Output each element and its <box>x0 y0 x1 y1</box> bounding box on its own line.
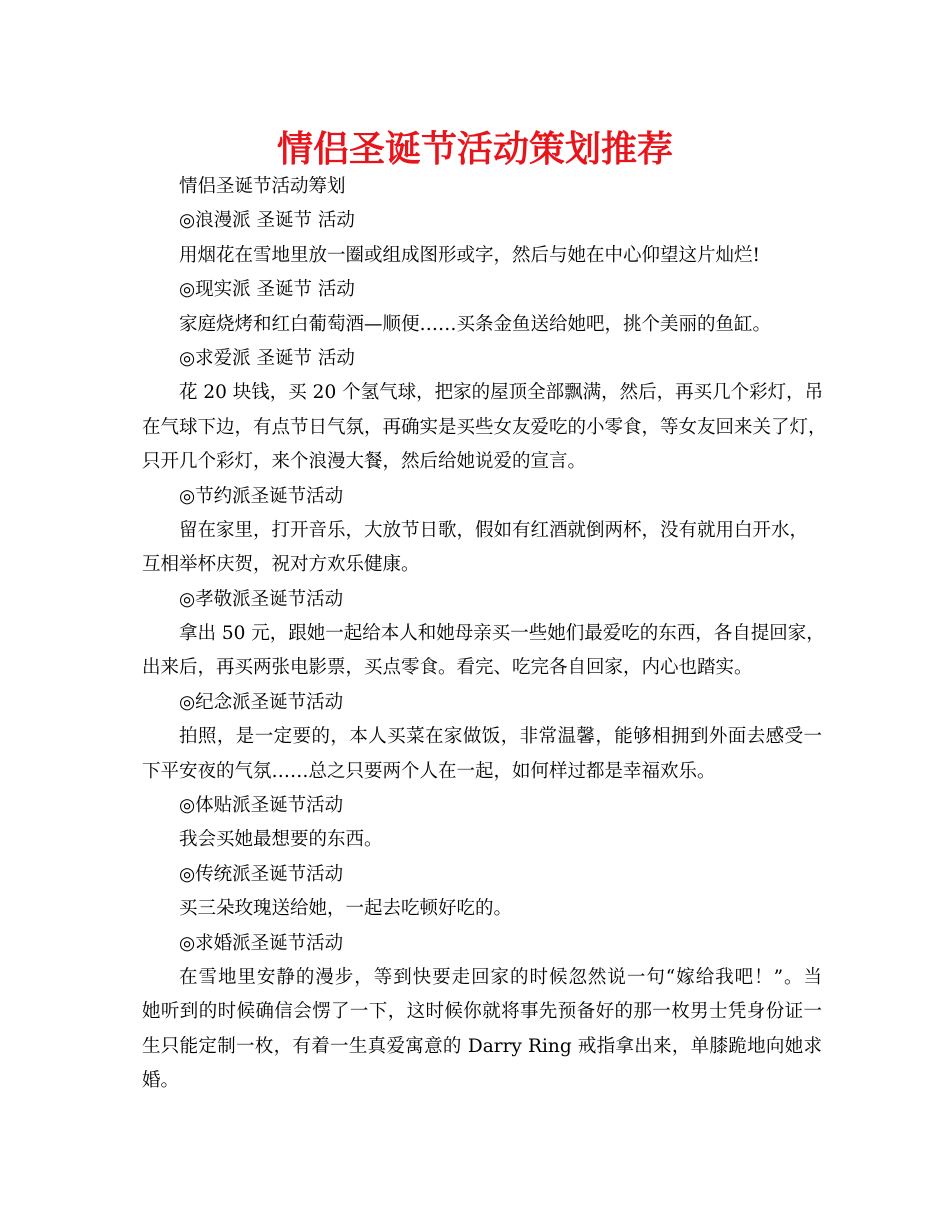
paragraph-line: 互相举杯庆贺，祝对方欢乐健康。 <box>142 554 420 576</box>
paragraph-line: 拍照，是一定要的，本人买菜在家做饭，非常温馨，能够相拥到外面去感受一 <box>179 726 822 748</box>
paragraph-line: 生只能定制一枚，有着一生真爱寓意的 Darry Ring 戒指拿出来，单膝跪地向她求 <box>142 1035 822 1057</box>
paragraph-line: 买三朵玫瑰送给她，一起去吃顿好吃的。 <box>179 898 513 920</box>
subtitle-line: 情侣圣诞节活动筹划 <box>179 176 346 197</box>
section-heading-romantic: ◎浪漫派 圣诞节 活动 <box>179 210 355 232</box>
section-heading-courtship: ◎求爱派 圣诞节 活动 <box>179 347 355 369</box>
document-title: 情侣圣诞节活动策划推荐 <box>276 129 673 170</box>
paragraph-line: 出来后，再买两张电影票，买点零食。看完、吃完各自回家，内心也踏实。 <box>142 657 753 679</box>
section-heading-realistic: ◎现实派 圣诞节 活动 <box>179 279 355 301</box>
section-heading-traditional: ◎传统派圣诞节活动 <box>179 863 344 885</box>
section-heading-filial: ◎孝敬派圣诞节活动 <box>179 588 344 610</box>
section-heading-memorial: ◎纪念派圣诞节活动 <box>179 691 344 713</box>
section-heading-frugal: ◎节约派圣诞节活动 <box>179 485 344 507</box>
paragraph-line: 我会买她最想要的东西。 <box>179 829 383 851</box>
paragraph-line: 下平安夜的气氛……总之只要两个人在一起，如何样过都是幸福欢乐。 <box>142 760 716 782</box>
paragraph-line: 只开几个彩灯，来个浪漫大餐，然后给她说爱的宣言。 <box>142 451 587 473</box>
section-heading-proposal: ◎求婚派圣诞节活动 <box>179 932 344 954</box>
paragraph-line: 家庭烧烤和红白葡萄酒—顺便……买条金鱼送给她吧，挑个美丽的鱼缸。 <box>179 313 772 335</box>
paragraph-line: 用烟花在雪地里放一圈或组成图形或字，然后与她在中心仰望这片灿烂! <box>179 244 760 266</box>
paragraph-line: 她听到的时候确信会愣了一下，这时候你就将事先预备好的那一枚男士凭身份证一 <box>142 1001 822 1023</box>
paragraph-line: 在雪地里安静的漫步，等到快要走回家的时候忽然说一句“嫁给我吧！”。当 <box>179 966 822 988</box>
document-body <box>142 170 827 1099</box>
paragraph-line: 留在家里，打开音乐，大放节日歌，假如有红酒就倒两杯，没有就用白开水， <box>179 519 809 541</box>
paragraph-line: 婚。 <box>142 1070 180 1092</box>
paragraph-line: 花 20 块钱，买 20 个氢气球，把家的屋顶全部飘满，然后，再买几个彩灯，吊 <box>179 382 824 404</box>
paragraph-line: 拿出 50 元，跟她一起给本人和她母亲买一些她们最爱吃的东西，各自提回家， <box>179 623 825 645</box>
paragraph-line: 在气球下边，有点节日气氛，再确实是买些女友爱吃的小零食，等女友回来关了灯， <box>142 416 827 438</box>
section-heading-caring: ◎体贴派圣诞节活动 <box>179 795 344 817</box>
